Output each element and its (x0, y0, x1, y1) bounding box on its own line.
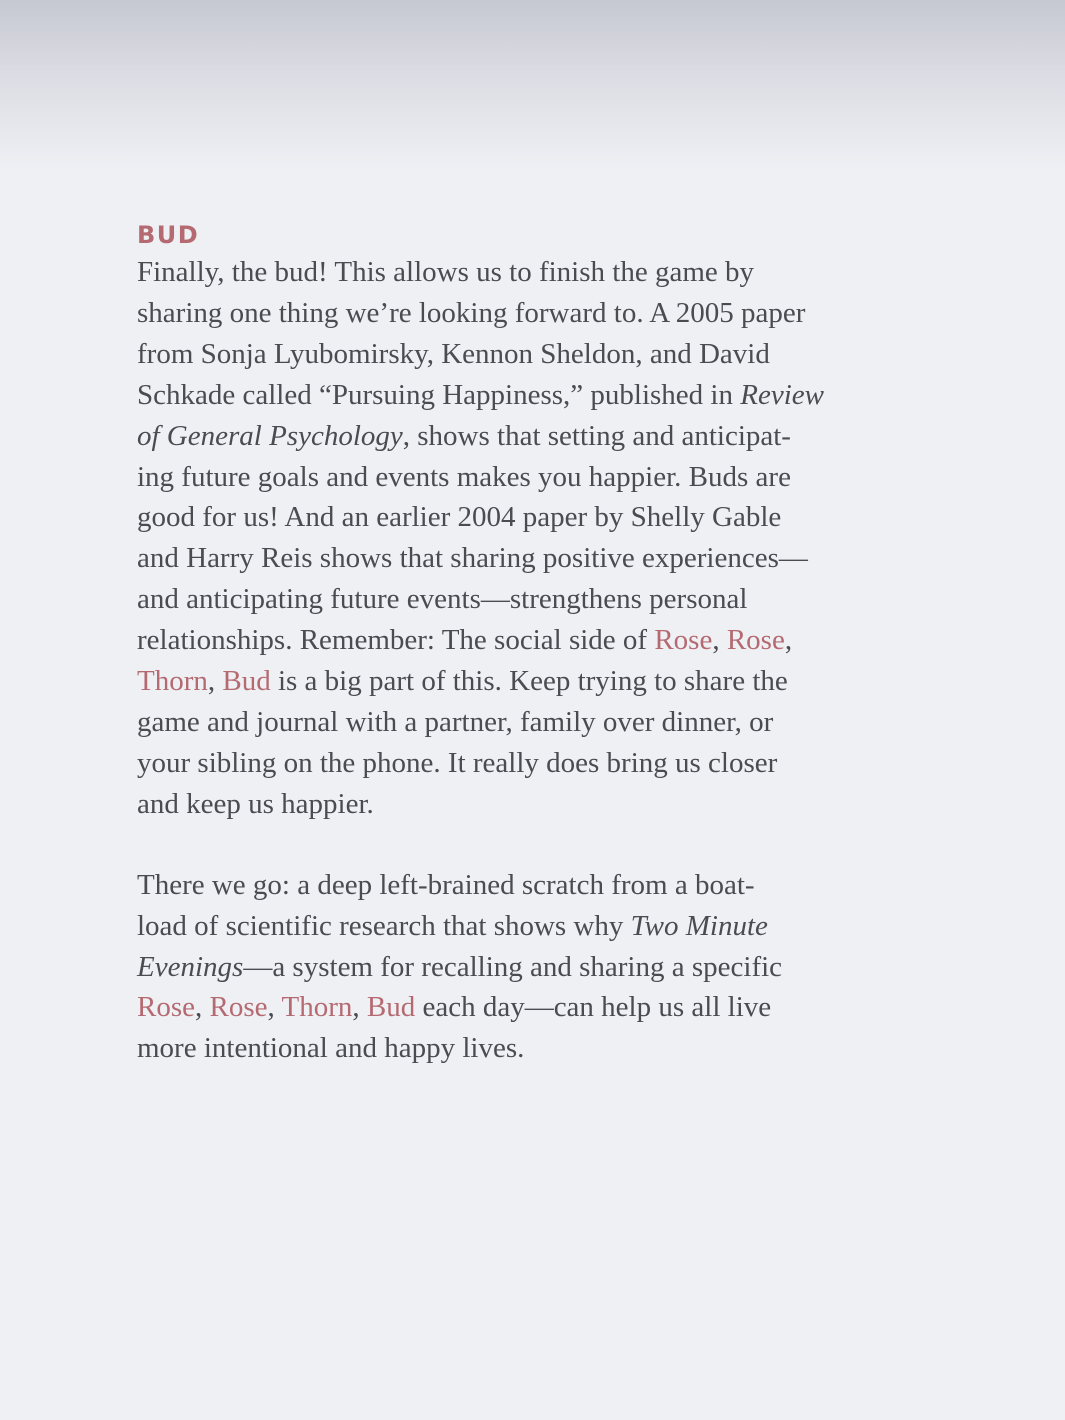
text-line: more intentional and happy lives. (137, 1032, 525, 1065)
paragraph-summary (137, 865, 927, 1070)
text-line: from Sonja Lyubomirsky, Kennon Sheldon, and David (137, 337, 770, 370)
book-title: Evenings (137, 950, 244, 983)
book-page (137, 218, 927, 1069)
text-line: game and journal with a partner, family over dinner, or (137, 705, 774, 738)
text-line: sharing one thing we’re looking forward to. A 2005 paper (137, 296, 806, 329)
text-line: and keep us happier. (137, 787, 374, 820)
highlight-thorn: Thorn (137, 665, 208, 698)
highlight-rose: Rose (137, 991, 195, 1024)
highlight-bud: Bud (366, 991, 416, 1024)
text-line: Evenings—a system for recalling and sharing a specific (137, 950, 783, 983)
paragraph-bud (137, 252, 927, 825)
text-line: Thorn, Bud is a big part of this. Keep trying to share the (137, 665, 788, 698)
text-line: There we go: a deep left-brained scratch from a boat- (137, 868, 755, 901)
highlight-thorn: Thorn (281, 991, 353, 1024)
highlight-rose: Rose (209, 991, 268, 1024)
text-line: of General Psychology, shows that setting and anticipat- (137, 419, 791, 452)
text-line: ing future goals and events makes you happier. Buds are (137, 460, 791, 493)
text-line: Finally, the bud! This allows us to finish the game by (137, 256, 755, 288)
highlight-rose: Rose (726, 624, 785, 657)
text-line: relationships. Remember: The social side of Rose, Rose, (137, 624, 793, 657)
text-line: Rose, Rose, Thorn, Bud each day—can help us all live (137, 991, 772, 1024)
text-line: your sibling on the phone. It really does bring us closer (137, 746, 778, 779)
text-line: load of scientific research that shows why Two Minute (137, 909, 768, 942)
text-line: and anticipating future events—strengthens personal (137, 583, 748, 616)
book-title: Two Minute (630, 909, 768, 942)
section-heading: BUD (137, 221, 200, 249)
text-line: good for us! And an earlier 2004 paper by Shelly Gable (137, 501, 782, 534)
text-line: and Harry Reis shows that sharing positive experiences— (137, 542, 808, 575)
highlight-bud: Bud (222, 665, 271, 698)
journal-title: of General Psychology (137, 419, 403, 452)
text-line: Schkade called “Pursuing Happiness,” published in Review (137, 378, 824, 411)
highlight-rose: Rose (654, 624, 713, 657)
top-shadow (0, 0, 1065, 170)
journal-title: Review (740, 378, 824, 411)
